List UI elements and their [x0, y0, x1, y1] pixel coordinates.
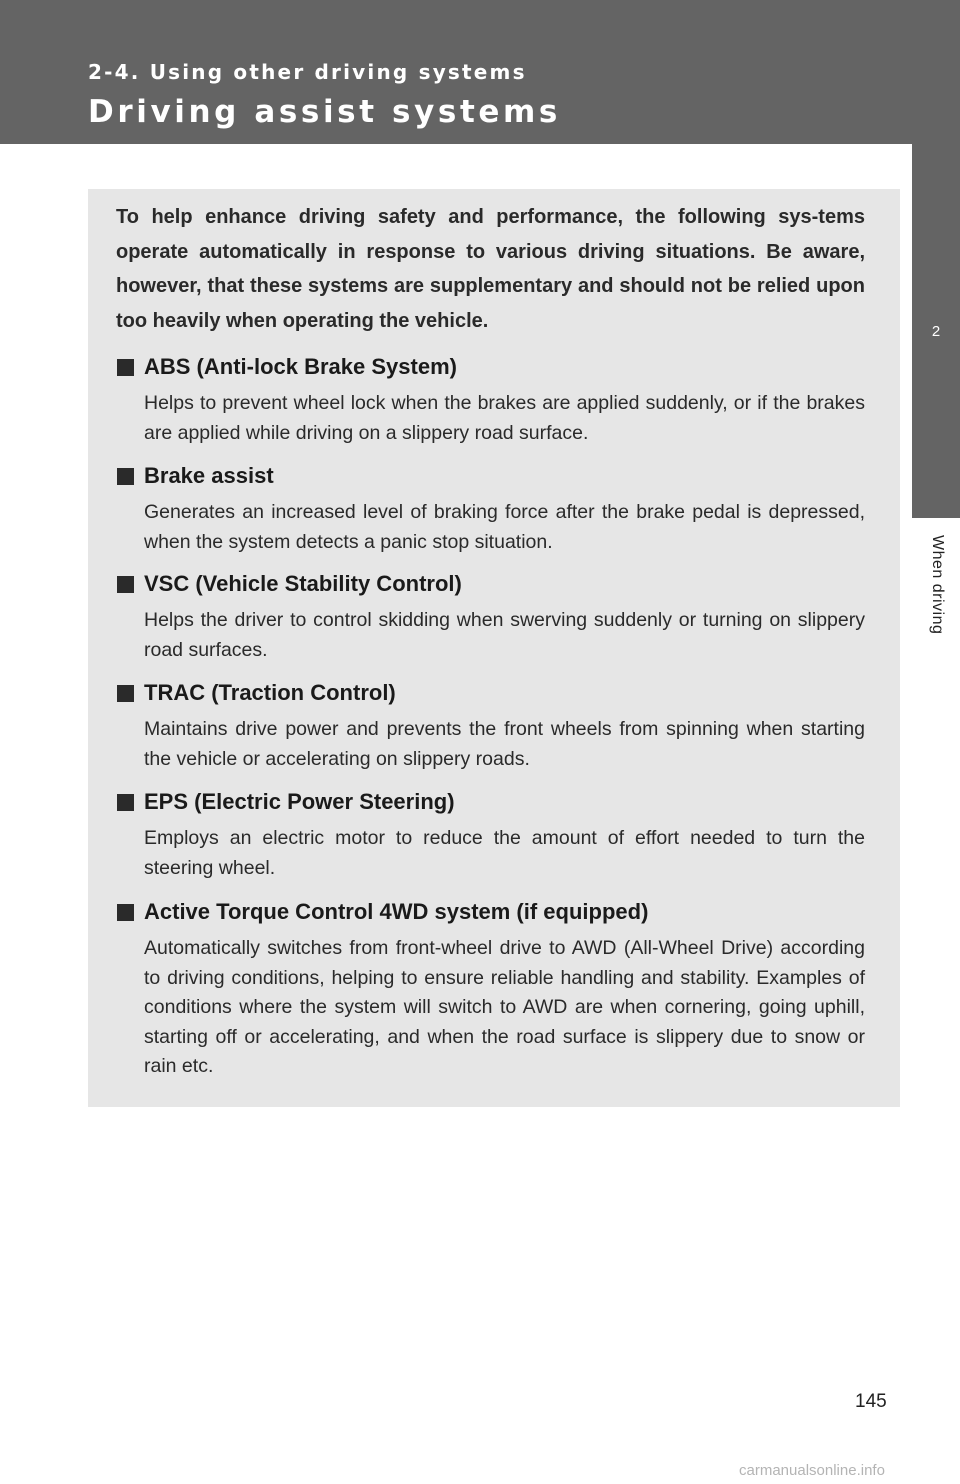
chapter-tab-number: 2 — [931, 322, 941, 340]
topic-body: Maintains drive power and prevents the front wheels from spinning when starting the vehicle or accelerating on slippery roads. — [144, 718, 865, 770]
square-bullet-icon — [117, 685, 134, 702]
topic-active-torque-control — [116, 897, 865, 1082]
topic-body: Employs an electric motor to reduce the amount of effort needed to turn the steering wheel. — [144, 827, 865, 879]
section-title: 2-4. Using other driving systems — [88, 60, 527, 84]
topic-title: Active Torque Control 4WD system (if equipped) — [144, 899, 649, 924]
intro-paragraph: To help enhance driving safety and performance, the following sys-tems operate automatically in response to various driving situations. Be aware, however, that these systems are supplementary and should not be relied upon too heavily when operating the vehicle. — [116, 206, 865, 332]
page-number: 145 — [855, 1391, 887, 1412]
topic-title: VSC (Vehicle Stability Control) — [144, 571, 462, 596]
topic-title: ABS (Anti-lock Brake System) — [144, 354, 457, 379]
page-header — [0, 0, 960, 144]
square-bullet-icon — [117, 468, 134, 485]
square-bullet-icon — [117, 576, 134, 593]
square-bullet-icon — [117, 794, 134, 811]
topic-body: Helps to prevent wheel lock when the brakes are applied suddenly, or if the brakes are applied while driving on a slippery road surface. — [144, 392, 865, 444]
topic-abs — [116, 352, 865, 448]
chapter-label: When driving — [929, 535, 946, 635]
topic-title: EPS (Electric Power Steering) — [144, 789, 455, 814]
page-title: Driving assist systems — [88, 94, 561, 130]
topic-vsc — [116, 569, 865, 665]
square-bullet-icon — [117, 359, 134, 376]
topic-body: Automatically switches from front-wheel drive to AWD (All-Wheel Drive) according to driving conditions, helping to ensure reliable handling and stability. Examples of conditions where the system will switch to AWD are when cornering, going uphill, starting off or accelerating, and when the road surface is slippery due to snow or rain etc. — [144, 937, 865, 1077]
topic-body: Generates an increased level of braking force after the brake pedal is depressed, when the system detects a panic stop situation. — [144, 501, 865, 553]
topic-eps — [116, 787, 865, 883]
topic-brake-assist — [116, 461, 865, 557]
topic-body: Helps the driver to control skidding when swerving suddenly or turning on slippery road surfaces. — [144, 609, 865, 661]
watermark: carmanualsonline.info — [739, 1462, 885, 1479]
topic-title: Brake assist — [144, 463, 274, 488]
topic-trac — [116, 678, 865, 774]
topic-title: TRAC (Traction Control) — [144, 680, 396, 705]
square-bullet-icon — [117, 904, 134, 921]
